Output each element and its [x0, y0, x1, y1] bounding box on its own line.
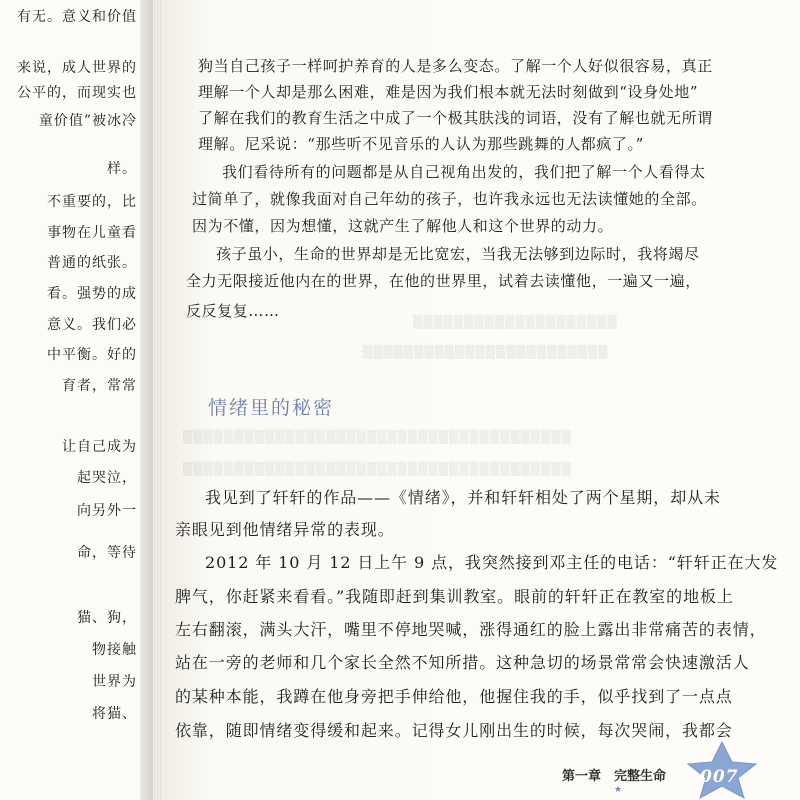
paragraph-line: 我们看待所有的问题都是从自己视角出发的，我们把了解一个人看得太: [222, 163, 706, 181]
paragraph-line: 全力无限接近他内在的世界，在他的世界里，试着去读懂他，一遍又一遍，: [186, 272, 701, 290]
left-page-line: 让自己成为: [62, 439, 137, 455]
paragraph-line: 的某种本能，我蹲在他身旁把手伸给他，他握住我的手，似乎找到了一点点: [175, 687, 733, 706]
left-page-line: 向另外一: [77, 503, 137, 519]
left-page-line: 不重要的，比: [47, 194, 137, 210]
left-page-line: 中平衡。好的: [47, 347, 137, 363]
paragraph-line: 我见到了轩轩的作品——《情绪》，并和轩轩相处了两个星期，却从未: [205, 488, 721, 507]
paragraph-line: 反反复复……: [186, 302, 280, 320]
paragraph-line: 过简单了，就像我面对自己年幼的孩子，也许我永远也无法读懂她的全部。: [192, 190, 707, 208]
left-page-line: 来说，成人世界的: [17, 60, 137, 76]
left-page-line: 事物在儿童看: [47, 225, 137, 241]
page-edges: [153, 0, 163, 800]
left-page-line: 育者，常常: [62, 378, 137, 394]
left-page-line: 童价值”被冰冷: [38, 113, 137, 129]
left-page: [0, 0, 145, 800]
paragraph-line: 左右翻滚，满头大汗，嘴里不停地哭喊，涨得通红的脸上露出非常痛苦的表情，: [175, 620, 767, 639]
paragraph-line: 站在一旁的老师和几个家长全然不知所措。这种急切的场景常常会快速激活人: [175, 653, 750, 672]
left-page-line: 世界为: [92, 674, 137, 690]
left-page-line: 将猫、: [92, 706, 137, 722]
paragraph-line: 脾气，你赶紧来看看。”我随即赶到集训教室。眼前的轩轩正在教室的地板上: [175, 587, 734, 606]
page-footer: [562, 765, 667, 795]
left-page-line: 猫、狗，: [77, 610, 137, 626]
left-page-line: 意义。我们必: [47, 317, 137, 333]
chapter-label: 第一章 完整生命: [562, 769, 667, 784]
left-page-line: 公平的，而现实也: [17, 85, 137, 101]
page-number: 007: [700, 767, 739, 787]
bleed-through-decoration: ▒▒▒▒▒▒▒▒▒▒▒▒▒▒▒▒▒▒▒▒▒▒▒▒▒▒▒▒▒▒▒▒▒▒▒▒▒▒: [183, 462, 572, 476]
left-page-line: 命，等待: [77, 545, 137, 561]
left-page-line: 样。: [107, 161, 137, 177]
paragraph-line: 孩子虽小，生命的世界却是无比宽宏，当我无法够到边际时，我将竭尽: [216, 245, 700, 263]
paragraph-line: 狗当自己孩子一样呵护养育的人是多么变态。了解一个人好似很容易，真正: [198, 57, 713, 75]
small-star-icon: ★: [614, 785, 623, 795]
paragraph-line: 亲眼见到他情绪异常的表现。: [175, 520, 395, 539]
paragraph-line: 2012 年 10 月 12 日上午 9 点，我突然接到邓主任的电话：“轩轩正在大发: [205, 553, 779, 572]
bleed-through-decoration: ▒▒▒▒▒▒▒▒▒▒▒▒▒▒▒▒▒▒▒▒: [413, 315, 618, 329]
paragraph-line: 因为不懂，因为想懂，这就产生了解他人和这个世界的动力。: [192, 217, 614, 235]
paragraph-line: 了解在我们的教育生活之中成了一个极其肤浅的词语，没有了解也就无所谓: [198, 109, 713, 127]
bleed-through-decoration: ▒▒▒▒▒▒▒▒▒▒▒▒▒▒▒▒▒▒▒▒▒▒▒▒: [363, 345, 609, 359]
bleed-through-decoration: ▒▒▒▒▒▒▒▒▒▒▒▒▒▒▒▒▒▒▒▒▒▒▒▒▒▒▒▒▒▒▒▒▒▒▒▒▒▒: [183, 430, 572, 444]
paragraph-line: 理解。尼采说：“那些听不见音乐的人认为那些跳舞的人都疯了。”: [198, 135, 644, 153]
left-page-line: 普通的纸张。: [47, 255, 137, 271]
left-page-line: 看。强势的成: [47, 286, 137, 302]
paragraph-line: 理解一个人却是那么困难，难是因为我们根本就无法时刻做到“设身处地”: [198, 83, 699, 101]
paragraph-line: 依靠，随即情绪变得缓和起来。记得女儿刚出生的时候，每次哭闹，我都会: [175, 721, 733, 740]
section-title: 情绪里的秘密: [208, 397, 335, 419]
left-page-line: 物接触: [92, 642, 137, 658]
left-page-line: 起哭泣，: [77, 470, 137, 486]
left-page-line: 有无。意义和价值: [17, 9, 137, 25]
